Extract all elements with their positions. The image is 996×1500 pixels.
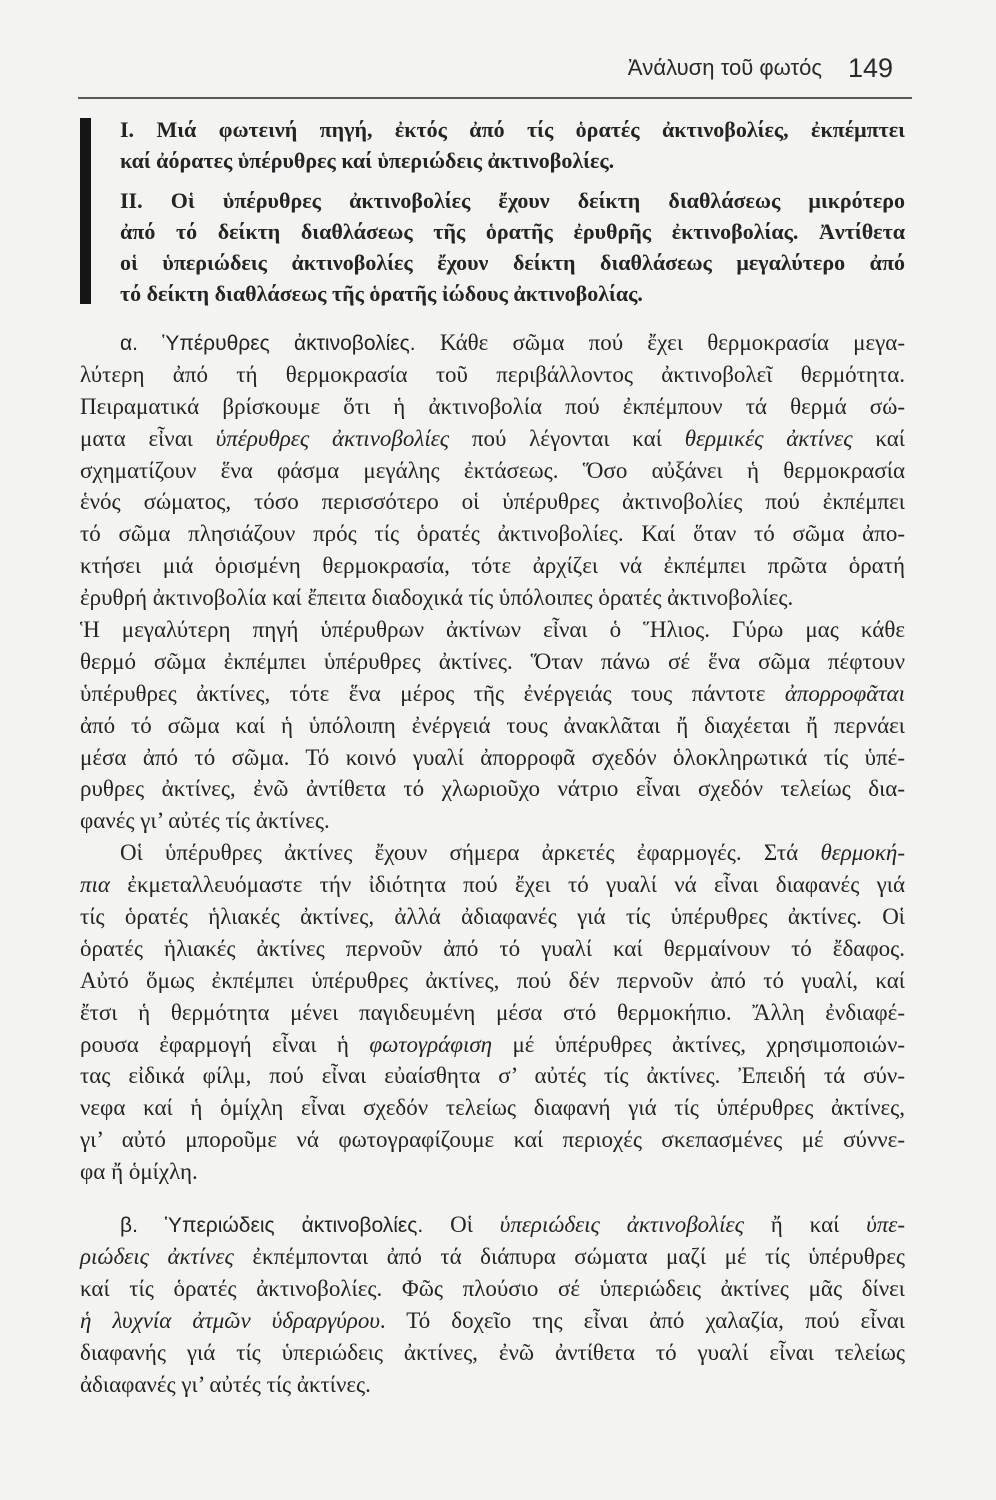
line-content: [80, 901, 905, 933]
line-content: [80, 518, 905, 550]
text-line: [80, 869, 905, 901]
text-line: [80, 1337, 905, 1369]
line-content: [80, 1273, 905, 1305]
line-content: [120, 114, 905, 145]
text-line: [80, 1060, 905, 1092]
line-content: [80, 997, 905, 1029]
text-line: [80, 646, 905, 678]
section-heading: β. Ὑπεριώδεις ἀκτινοβολίες.: [120, 1214, 424, 1238]
text-line: [80, 837, 905, 869]
emphasized-term: ὑπε-: [866, 1212, 905, 1238]
page-number: 149: [848, 53, 894, 83]
text-run: τας εἰδικά φίλμ, πού εἶναι εὐαίσθητα σ’ αὐτές τίς ἀκτίνες. Ἐπειδή τά σύν-: [80, 1063, 905, 1089]
text-run: ἐκπέμπονται ἀπό τά διάπυρα σώματα μαζί μέ τίς ὑπέρυθρες: [233, 1243, 905, 1269]
emphasized-term: ὑπεριώδεις ἀκτινοβολίες: [499, 1212, 744, 1238]
text-line: [80, 965, 905, 997]
text-line: [120, 247, 905, 278]
text-line: [80, 1273, 905, 1305]
text-run: . Τό δοχεῖο της εἶναι ἀπό χαλαζία, πού εἶναι: [379, 1307, 905, 1333]
paragraph: [120, 114, 905, 176]
text-line: [120, 145, 905, 176]
text-run: Πειραματικά βρίσκουμε ὅτι ἡ ἀκτινοβολία πού ἐκπέμπουν τά θερμά σώ-: [80, 393, 905, 419]
text-run: μέσα ἀπό τό σῶμα. Τό κοινό γυαλί ἀπορροφᾶ σχεδόν ὁλοκληρωτικά τίς ὑπέ-: [80, 744, 905, 770]
text-run: γι’ αὐτό μποροῦμε νά φωτογραφίζουμε καί περιοχές σκεπασμένες μέ σύννε-: [80, 1127, 905, 1153]
paragraph: [80, 837, 905, 1188]
line-content: [80, 1156, 198, 1188]
text-run: ἔτσι ἡ θερμότητα μένει παγιδευμένη μέσα στό θερμοκήπιο. Ἄλλη ἐνδιαφέ-: [80, 999, 905, 1025]
line-content: [80, 550, 905, 582]
text-line: [80, 1305, 905, 1337]
text-line: [80, 933, 905, 965]
text-line: [80, 1029, 905, 1061]
text-run: νεφα καί ἡ ὁμίχλη εἶναι σχεδόν τελείως διαφανή γιά τίς ὑπέρυθρες ἀκτίνες,: [80, 1095, 905, 1121]
paragraph: [80, 614, 905, 837]
text-run: κτήσει μιά ὁρισμένη θερμοκρασία, τότε ἀρχίζει νά ἐκπέμπει πρῶτα ὁρατή: [80, 553, 905, 579]
text-run: καί ἀόρατες ὑπέρυθρες καί ὑπεριώδεις ἀκτινοβολίες.: [120, 148, 615, 173]
text-line: [80, 423, 905, 455]
line-content: [80, 614, 905, 646]
text-run: σχηματίζουν ἕνα φάσμα μεγάλης ἐκτάσεως. Ὅσο αὐξάνει ἡ θερμοκρασία: [80, 457, 905, 483]
text-run: φα ἤ ὁμίχλη.: [80, 1159, 198, 1185]
line-content: [80, 582, 793, 614]
text-run: ἑνός σώματος, τόσο περισσότερο οἱ ὑπέρυθρες ἀκτινοβολίες πού ἐκπέμπει: [80, 489, 905, 515]
line-content: [80, 423, 905, 455]
line-content: [80, 805, 330, 837]
paragraph: [120, 185, 905, 309]
text-run: τό σῶμα πλησιάζουν πρός τίς ὁρατές ἀκτινοβολίες. Καί ὅταν τό σῶμα ἀπο-: [80, 521, 905, 547]
text-run: διαφανής γιά τίς ὑπεριώδεις ἀκτίνες, ἐνῶ ἀντίθετα τό γυαλί εἶναι τελείως: [80, 1339, 905, 1365]
emphasized-term: ὑπέρυθρες ἀκτινοβολίες: [215, 425, 450, 451]
line-content: [120, 1209, 905, 1242]
text-run: ἀπό τό σῶμα καί ἡ ὑπόλοιπη ἐνέργειά τους ἀνακλᾶται ἤ διαχέεται ἤ περνάει: [80, 712, 905, 738]
emphasized-term: ἡ λυχνία ἀτμῶν ὑδραργύρου: [80, 1307, 380, 1333]
line-content: [120, 837, 905, 869]
text-line: [80, 391, 905, 423]
text-line: [80, 742, 905, 774]
text-run: Αὐτό ὅμως ἐκπέμπει ὑπέρυθρες ἀκτίνες, πού δέν περνοῦν ἀπό τό γυαλί, καί: [80, 967, 905, 993]
line-content: [80, 678, 905, 710]
text-run: ρυθρες ἀκτίνες, ἐνῶ ἀντίθετα τό χλωριοῦχο νάτριο εἶναι σχεδόν τελείως δια-: [80, 776, 905, 802]
emphasized-term: θερμικές ἀκτίνες: [684, 425, 853, 451]
summary-bar: [80, 118, 91, 304]
text-line: [80, 582, 905, 614]
text-run: πού λέγονται καί: [449, 425, 685, 451]
emphasized-term: θερμοκή-: [820, 840, 905, 866]
line-content: [80, 455, 905, 487]
text-run: καί τίς ὁρατές ἀκτινοβολίες. Φῶς πλούσιο σέ ὑπεριώδεις ἀκτίνες μᾶς δίνει: [80, 1275, 905, 1301]
text-run: II. Οἱ ὑπέρυθρες ἀκτινοβολίες ἔχουν δείκτη διαθλάσεως μικρότερο: [120, 188, 905, 213]
text-line: [80, 1241, 905, 1273]
line-content: [80, 933, 905, 965]
text-line: [120, 114, 905, 145]
text-run: ρουσα ἐφαρμογή εἶναι ἡ: [80, 1031, 370, 1057]
line-content: [80, 359, 905, 391]
text-run: ὁρατές ἡλιακές ἀκτίνες περνοῦν ἀπό τό γυαλί καί θερμαίνουν τό ἔδαφος.: [80, 935, 905, 961]
emphasized-term: ἀπορροφᾶται: [784, 680, 905, 706]
text-run: οἱ ὑπεριώδεις ἀκτινοβολίες ἔχουν δείκτη διαθλάσεως μεγαλύτερο ἀπό: [120, 250, 905, 275]
line-content: [120, 185, 905, 216]
text-run: φανές γι’ αὐτές τίς ἀκτίνες.: [80, 808, 330, 834]
running-title: Ἀνάλυση τοῦ φωτός: [627, 55, 822, 80]
text-line: [80, 1124, 905, 1156]
text-run: θερμό σῶμα ἐκπέμπει ὑπέρυθρες ἀκτίνες. Ὅταν πάνω σέ ἕνα σῶμα πέφτουν: [80, 648, 905, 674]
line-content: [80, 710, 905, 742]
line-content: [80, 1369, 371, 1401]
header-rule: [78, 97, 912, 99]
text-run: μέ ὑπέρυθρες ἀκτίνες, χρησιμοποιών-: [492, 1031, 906, 1057]
text-run: καί: [852, 425, 905, 451]
line-content: [120, 247, 905, 278]
text-run: τίς ὁρατές ἡλιακές ἀκτίνες, ἀλλά ἀδιαφανές γιά τίς ὑπέρυθρες ἀκτίνες. Οἱ: [80, 904, 905, 930]
text-line: [120, 185, 905, 216]
text-run: τό δείκτη διαθλάσεως τῆς ὁρατῆς ἰώδους ἀκτινοβολίας.: [120, 281, 643, 306]
text-line: [80, 773, 905, 805]
line-content: [120, 145, 614, 176]
line-content: [80, 1337, 905, 1369]
emphasized-term: ριώδεις ἀκτίνες: [80, 1243, 234, 1269]
text-line: [80, 1209, 905, 1241]
text-line: [80, 901, 905, 933]
text-run: ματα εἶναι: [80, 425, 216, 451]
emphasized-term: πια: [80, 872, 110, 898]
text-line: [80, 518, 905, 550]
text-run: I. Μιά φωτεινή πηγή, ἐκτός ἀπό τίς ὁρατές ἀκτινοβολίες, ἐκπέμπτει: [120, 117, 905, 142]
line-content: [80, 1060, 905, 1092]
text-line: [80, 997, 905, 1029]
line-content: [120, 278, 643, 309]
text-line: [80, 678, 905, 710]
emphasized-term: φωτογράφιση: [369, 1031, 493, 1057]
text-run: λύτερη ἀπό τή θερμοκρασία τοῦ περιβάλλοντος ἀκτινοβολεῖ θερμότητα.: [80, 361, 905, 387]
text-line: [80, 1156, 905, 1188]
text-line: [80, 1092, 905, 1124]
line-content: [80, 391, 905, 423]
text-line: [120, 278, 905, 309]
summary-box: [120, 114, 905, 309]
text-line: [80, 1369, 905, 1401]
paragraph: [80, 1209, 905, 1400]
line-content: [80, 1092, 905, 1124]
paragraph: [80, 327, 905, 614]
line-content: [80, 742, 905, 774]
line-content: [80, 486, 905, 518]
text-run: Ἡ μεγαλύτερη πηγή ὑπέρυθρων ἀκτίνων εἶναι ὁ Ἥλιος. Γύρω μας κάθε: [80, 617, 905, 643]
text-run: ἀπό τό δείκτη διαθλάσεως τῆς ὁρατῆς ἐρυθρῆς ἐκτινοβολίας. Ἀντίθετα: [120, 219, 905, 244]
text-run: Οἱ ὑπέρυθρες ἀκτίνες ἔχουν σήμερα ἀρκετές ἐφαρμογές. Στά: [120, 840, 821, 866]
line-content: [80, 1241, 905, 1273]
line-content: [120, 327, 905, 360]
line-content: [80, 1124, 905, 1156]
line-content: [120, 216, 905, 247]
text-line: [80, 614, 905, 646]
line-content: [80, 1305, 905, 1337]
line-content: [80, 773, 905, 805]
text-line: [80, 455, 905, 487]
text-line: [80, 327, 905, 359]
body-text: [80, 327, 905, 1400]
text-line: [80, 710, 905, 742]
line-content: [80, 1029, 905, 1061]
line-content: [80, 965, 905, 997]
text-run: Κάθε σῶμα πού ἔχει θερμοκρασία μεγα-: [415, 330, 905, 355]
text-run: ἀδιαφανές γι’ αὐτές τίς ἀκτίνες.: [80, 1371, 371, 1397]
text-run: ἐρυθρή ἀκτινοβολία καί ἔπειτα διαδοχικά τίς ὑπόλοιπες ὁρατές ἀκτινοβολίες.: [80, 585, 794, 611]
text-line: [120, 216, 905, 247]
section-heading: α. Ὑπέρυθρες ἀκτινοβολίες.: [120, 332, 416, 355]
text-run: ἐκμεταλλευόμαστε τήν ἰδιότητα πού ἔχει τό γυαλί νά εἶναι διαφανές γιά: [110, 872, 905, 898]
text-run: ἤ καί: [743, 1212, 867, 1238]
text-line: [80, 359, 905, 391]
text-line: [80, 486, 905, 518]
line-content: [80, 646, 905, 678]
text-line: [80, 550, 905, 582]
line-content: [80, 869, 905, 901]
text-line: [80, 805, 905, 837]
text-run: ὑπέρυθρες ἀκτίνες, τότε ἕνα μέρος τῆς ἐνέργειάς τους πάντοτε: [80, 680, 785, 706]
text-run: Οἱ: [423, 1212, 500, 1238]
